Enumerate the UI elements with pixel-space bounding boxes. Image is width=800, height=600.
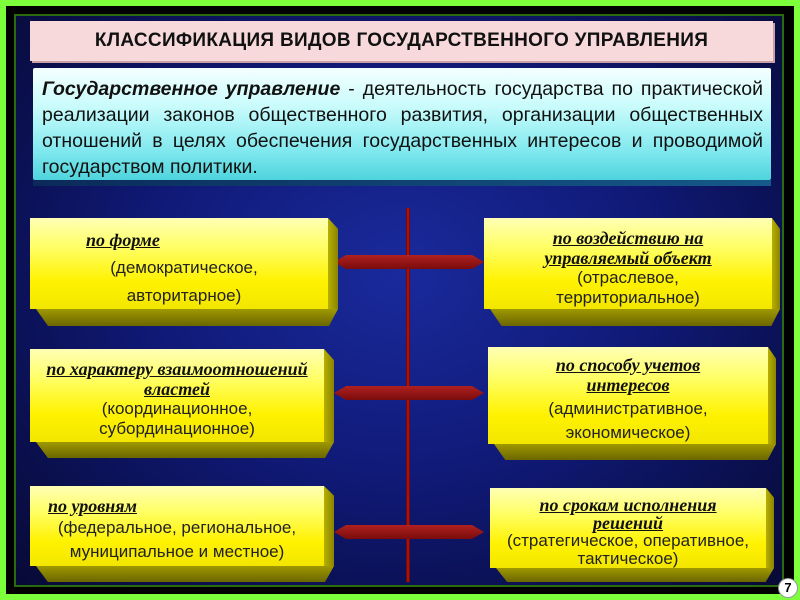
connector-arm-3 xyxy=(334,525,484,539)
box-bottom xyxy=(496,568,774,582)
category-detail: (демократическое, авторитарное) xyxy=(110,258,258,305)
slide-number-badge: 7 xyxy=(779,579,797,597)
category-detail: (стратегическое, оперативное, тактическое) xyxy=(506,531,749,568)
box-side xyxy=(766,488,774,568)
category-detail: (административное, экономическое) xyxy=(548,399,708,442)
category-box-terms xyxy=(490,488,766,568)
category-box-impact xyxy=(484,218,772,309)
box-bottom xyxy=(36,566,334,582)
slide-title: КЛАССИФИКАЦИЯ ВИДОВ ГОСУДАРСТВЕННОГО УПРАВЛЕНИЯ xyxy=(30,21,773,61)
definition-text: - деятельность государства по практической реализации законов общественного развития, организации общественных отношений в целях обеспечения государственных интересов и проводимой государством политики. xyxy=(42,78,763,178)
box-bottom xyxy=(36,309,338,326)
box-side xyxy=(324,349,334,442)
connector-arm-2 xyxy=(334,386,484,400)
box-side xyxy=(772,218,780,309)
box-bottom xyxy=(490,309,780,326)
category-heading: по срокам исполнения решений xyxy=(539,495,717,533)
box-side xyxy=(324,486,334,566)
category-heading: по уровням xyxy=(48,496,137,516)
category-box-relations xyxy=(30,349,324,442)
category-heading: по характеру взаимоотношений властей xyxy=(46,359,308,399)
category-detail: (координационное, субординационное) xyxy=(99,399,255,438)
box-bottom xyxy=(494,444,776,460)
box-side xyxy=(768,347,776,444)
box-bottom xyxy=(36,442,334,458)
connector-arm-1 xyxy=(334,255,484,269)
category-heading: по способу учетов интересов xyxy=(555,355,701,395)
category-heading: по форме xyxy=(86,230,160,250)
definition-shadow xyxy=(33,180,771,186)
definition-panel xyxy=(33,68,771,180)
category-detail: (отраслевое, территориальное) xyxy=(556,268,700,307)
category-box-interests xyxy=(488,347,768,444)
category-box-form xyxy=(30,218,328,309)
category-detail: (федеральное, региональное, муниципальное и местное) xyxy=(57,518,297,561)
category-box-levels xyxy=(30,486,324,566)
box-side xyxy=(328,218,338,309)
category-heading: по воздействию на управляемый объект xyxy=(544,228,712,268)
definition-term: Государственное управление xyxy=(42,78,341,100)
